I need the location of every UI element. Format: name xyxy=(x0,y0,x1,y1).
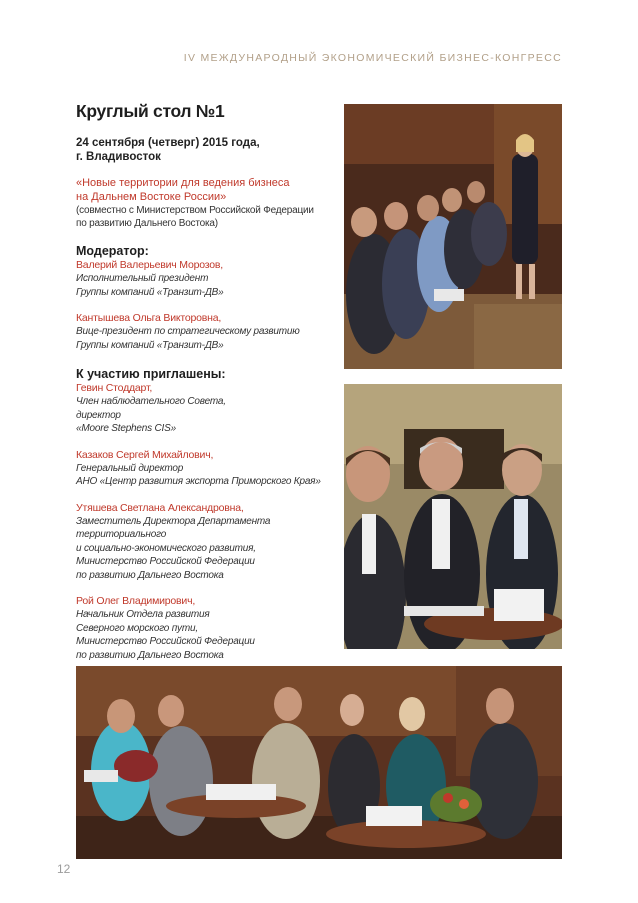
person-role-line: по развитию Дальнего Востока xyxy=(76,569,224,581)
person-name: Валерий Валерьевич Морозов, xyxy=(76,259,223,271)
person-role-line: по развитию Дальнего Востока xyxy=(76,649,224,661)
person-role-line: Заместитель Директора Департамента xyxy=(76,515,271,527)
person-role-line: Исполнительный президент xyxy=(76,273,209,284)
person-role-line: директор xyxy=(76,409,121,421)
invited-entry xyxy=(76,449,338,489)
page-header: IV МЕЖДУНАРОДНЫЙ ЭКОНОМИЧЕСКИЙ БИЗНЕС-КОНГРЕСС xyxy=(183,52,562,64)
person-role-line: Министерство Российской Федерации xyxy=(76,556,255,567)
left-column xyxy=(76,101,338,675)
invited-entry xyxy=(76,382,338,436)
event-date-line: 24 сентября (четверг) 2015 года, xyxy=(76,137,260,149)
person-name: Казаков Сергей Михайлович, xyxy=(76,448,214,461)
event-place-line: г. Владивосток xyxy=(76,151,161,163)
photo-panelists-image xyxy=(344,384,562,649)
topic-note-line: по развитию Дальнего Востока) xyxy=(76,218,218,229)
page-number: 12 xyxy=(57,862,71,876)
roundtable-title: Круглый стол №1 xyxy=(76,101,225,121)
moderator-entry xyxy=(76,312,338,352)
topic-title xyxy=(76,176,338,204)
person-name: Утяшева Светлана Александровна, xyxy=(76,501,244,514)
person-name: Гевин Стоддарт, xyxy=(76,382,153,394)
person-role-line: «Moore Stephens CIS» xyxy=(76,423,176,434)
topic-note xyxy=(76,204,338,230)
person-role-line: Группы компаний «Транзит-ДВ» xyxy=(76,286,224,298)
person-role-line: АНО «Центр развития экспорта Приморского Края» xyxy=(76,476,321,487)
photo-audience-image xyxy=(344,104,562,369)
person-role-line: Начальник Отдела развития xyxy=(76,609,210,620)
person-role-line: Вице-президент по стратегическому развитию xyxy=(76,326,300,337)
topic-note-line: (совместно с Министерством Российской Федерации xyxy=(76,205,314,216)
invited-heading: К участию приглашены: xyxy=(76,367,226,381)
person-role-line: территориального xyxy=(76,529,167,540)
person-role-line: Группы компаний «Транзит-ДВ» xyxy=(76,339,224,351)
photo-audience xyxy=(344,104,562,369)
topic-line: «Новые территории для ведения бизнеса xyxy=(76,177,290,189)
photo-panel-wide-image xyxy=(76,666,562,859)
person-role-line: Генеральный директор xyxy=(76,462,184,474)
person-role-line: Северного морского пути, xyxy=(76,622,198,634)
invited-entry xyxy=(76,595,338,662)
person-role-line: Член наблюдательного Совета, xyxy=(76,396,226,407)
moderator-heading: Модератор: xyxy=(76,244,149,258)
person-name: Рой Олег Владимирович, xyxy=(76,595,196,607)
person-name: Кантышева Ольга Викторовна, xyxy=(76,312,222,324)
person-role-line: и социально-экономического развития, xyxy=(76,542,256,554)
photo-panel-wide xyxy=(76,666,562,859)
topic-line: на Дальнем Востоке России» xyxy=(76,191,227,203)
moderator-entry xyxy=(76,259,338,299)
invited-entry xyxy=(76,502,338,583)
event-date xyxy=(76,136,338,164)
person-role-line: Министерство Российской Федерации xyxy=(76,636,255,647)
photo-panelists xyxy=(344,384,562,649)
